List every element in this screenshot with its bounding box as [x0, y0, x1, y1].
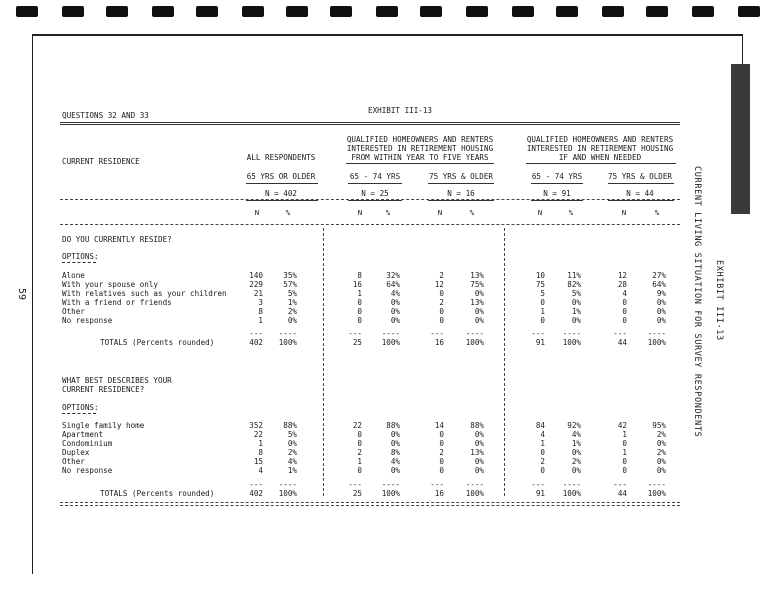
- cell-percent: 13%: [470, 271, 484, 280]
- cell-percent: 1%: [571, 307, 581, 316]
- column-label-n: N: [621, 208, 627, 217]
- cell-count: 0: [622, 307, 627, 316]
- table-row: [0, 421, 777, 430]
- cell-count: 21: [253, 289, 263, 298]
- cell-count: 229: [249, 280, 263, 289]
- cell-count: 1: [357, 289, 362, 298]
- binder-hole: [466, 6, 488, 17]
- binder-hole: [738, 6, 760, 17]
- cell-count: 4: [540, 430, 545, 439]
- binder-hole: [376, 6, 398, 17]
- cell-percent: 95%: [652, 421, 666, 430]
- page-number: 59: [16, 288, 27, 301]
- group-later-title-1: QUALIFIED HOMEOWNERS AND RENTERS: [526, 135, 674, 144]
- side-title: CURRENT LIVING SITUATION FOR SURVEY RESPONDENTS: [692, 166, 702, 438]
- cell-percent: 5%: [571, 289, 581, 298]
- header-rule: [60, 122, 680, 125]
- cell-count: 0: [540, 448, 545, 457]
- cell-count: 0: [439, 307, 444, 316]
- section2-question-line1: WHAT BEST DESCRIBES YOUR: [62, 376, 172, 385]
- cell-count: 1: [540, 307, 545, 316]
- cell-percent: 64%: [386, 280, 400, 289]
- group-all-title: ALL RESPONDENTS: [246, 153, 316, 162]
- cell-percent: 4%: [390, 457, 400, 466]
- cell-percent: 0%: [474, 457, 484, 466]
- binder-hole: [196, 6, 218, 17]
- cell-count: 2: [357, 448, 362, 457]
- cell-percent: 0%: [656, 316, 666, 325]
- total-count: 25: [352, 489, 362, 498]
- cell-count: 0: [622, 457, 627, 466]
- cell-percent: 5%: [287, 289, 297, 298]
- cell-percent: 0%: [390, 307, 400, 316]
- group-near-title-1: QUALIFIED HOMEOWNERS AND RENTERS: [346, 135, 494, 144]
- side-exhibit: EXHIBIT III-13: [714, 260, 724, 341]
- sum-rule: ---: [430, 329, 444, 338]
- cell-percent: 0%: [390, 466, 400, 475]
- cell-count: 0: [439, 316, 444, 325]
- total-count: 44: [617, 338, 627, 347]
- sum-rule: ----: [278, 329, 297, 338]
- table-row: [0, 430, 777, 439]
- cell-percent: 1%: [571, 439, 581, 448]
- group-near-n-a: N = 25: [361, 189, 389, 198]
- cell-count: 22: [253, 430, 263, 439]
- cell-count: 84: [535, 421, 545, 430]
- cell-percent: 0%: [390, 430, 400, 439]
- cell-percent: 32%: [386, 271, 400, 280]
- binder-hole: [242, 6, 264, 17]
- totals-row: [0, 338, 777, 347]
- binder-holes: [0, 6, 777, 20]
- cell-percent: 64%: [652, 280, 666, 289]
- cell-percent: 0%: [287, 439, 297, 448]
- table-row: [0, 457, 777, 466]
- sum-rule: ----: [647, 329, 666, 338]
- row-label: No response: [62, 466, 113, 475]
- cell-count: 8: [357, 271, 362, 280]
- cell-count: 2: [439, 298, 444, 307]
- sum-rule: ---: [430, 480, 444, 489]
- group-later-sub-b: 75 YRS & OLDER: [607, 172, 673, 181]
- group-later-sub-a: 65 - 74 YRS: [531, 172, 583, 181]
- cell-count: 0: [622, 298, 627, 307]
- group-later-n-b: N = 44: [626, 189, 654, 198]
- cell-percent: 0%: [287, 316, 297, 325]
- table-row: [0, 280, 777, 289]
- index-tab: [731, 64, 750, 214]
- cell-count: 14: [434, 421, 444, 430]
- column-label-pct: %: [654, 208, 660, 217]
- row-label: Other: [62, 457, 85, 466]
- total-percent: 100%: [278, 489, 297, 498]
- row-label: Single family home: [62, 421, 145, 430]
- group-near-n-b: N = 16: [447, 189, 475, 198]
- cell-percent: 1%: [287, 466, 297, 475]
- sum-rule: ----: [647, 480, 666, 489]
- row-label: Duplex: [62, 448, 90, 457]
- binder-hole: [692, 6, 714, 17]
- cell-count: 0: [622, 316, 627, 325]
- sum-rule: ---: [249, 480, 263, 489]
- questions-label: QUESTIONS 32 AND 33: [62, 111, 149, 120]
- cell-count: 8: [258, 307, 263, 316]
- cell-percent: 2%: [656, 448, 666, 457]
- underline: [608, 200, 674, 201]
- cell-percent: 0%: [390, 316, 400, 325]
- cell-percent: 8%: [390, 448, 400, 457]
- cell-count: 16: [352, 280, 362, 289]
- cell-count: 8: [258, 448, 263, 457]
- cell-percent: 0%: [571, 448, 581, 457]
- column-label-rule: [60, 224, 680, 225]
- row-label: With your spouse only: [62, 280, 159, 289]
- total-count: 25: [352, 338, 362, 347]
- footer-dash-rule: [60, 502, 680, 503]
- binder-hole: [16, 6, 38, 17]
- underline: [428, 200, 494, 201]
- binder-hole: [330, 6, 352, 17]
- sum-rule: ---: [348, 329, 362, 338]
- cell-percent: 0%: [474, 430, 484, 439]
- total-percent: 100%: [278, 338, 297, 347]
- row-label: No response: [62, 316, 113, 325]
- sum-rule: ----: [278, 480, 297, 489]
- cell-percent: 92%: [567, 421, 581, 430]
- exhibit-title: EXHIBIT III-13: [367, 106, 433, 115]
- cell-percent: 4%: [390, 289, 400, 298]
- cell-count: 0: [622, 439, 627, 448]
- group-near-title-2: INTERESTED IN RETIREMENT HOUSING: [346, 144, 494, 153]
- cell-percent: 0%: [656, 466, 666, 475]
- totals-row: [0, 489, 777, 498]
- cell-count: 0: [357, 466, 362, 475]
- column-label-n: N: [357, 208, 363, 217]
- table-row: [0, 439, 777, 448]
- cell-count: 0: [439, 457, 444, 466]
- section1-options-label: OPTIONS:: [62, 252, 99, 261]
- cell-count: 0: [622, 466, 627, 475]
- cell-count: 4: [622, 289, 627, 298]
- sum-rule: ----: [562, 480, 581, 489]
- column-label-pct: %: [469, 208, 475, 217]
- underline: [348, 183, 402, 184]
- table-row: [0, 316, 777, 325]
- sum-rule: ---: [249, 329, 263, 338]
- cell-percent: 2%: [287, 448, 297, 457]
- cell-count: 0: [357, 439, 362, 448]
- cell-percent: 0%: [656, 298, 666, 307]
- underline: [348, 200, 402, 201]
- cell-count: 5: [540, 289, 545, 298]
- total-count: 16: [434, 338, 444, 347]
- cell-percent: 0%: [571, 316, 581, 325]
- cell-percent: 0%: [474, 316, 484, 325]
- cell-percent: 0%: [474, 307, 484, 316]
- footer-dash-rule-2: [60, 505, 680, 506]
- group-near-title-3: FROM WITHIN YEAR TO FIVE YEARS: [351, 153, 489, 162]
- column-label-n: N: [254, 208, 260, 217]
- cell-count: 0: [439, 430, 444, 439]
- cell-percent: 82%: [567, 280, 581, 289]
- underline: [428, 183, 494, 184]
- sum-rule: ----: [562, 329, 581, 338]
- group-later-title-3: IF AND WHEN NEEDED: [558, 153, 642, 162]
- total-count: 402: [249, 338, 263, 347]
- cell-percent: 5%: [287, 430, 297, 439]
- row-label: Alone: [62, 271, 85, 280]
- table-row: [0, 448, 777, 457]
- underline: [526, 163, 676, 164]
- underline: [531, 200, 583, 201]
- cell-count: 1: [258, 316, 263, 325]
- cell-percent: 88%: [470, 421, 484, 430]
- table-row: [0, 307, 777, 316]
- total-percent: 100%: [465, 338, 484, 347]
- cell-count: 4: [258, 466, 263, 475]
- cell-count: 0: [540, 466, 545, 475]
- total-percent: 100%: [381, 338, 400, 347]
- group-near-sub-a: 65 - 74 YRS: [349, 172, 401, 181]
- cell-count: 0: [540, 298, 545, 307]
- table-row: [0, 298, 777, 307]
- cell-count: 140: [249, 271, 263, 280]
- cell-percent: 2%: [656, 430, 666, 439]
- group-all-subtitle: 65 YRS OR OLDER: [246, 172, 316, 181]
- table-row: [0, 466, 777, 475]
- column-label-pct: %: [385, 208, 391, 217]
- row-label: With relatives such as your children: [62, 289, 227, 298]
- sum-rule: ----: [381, 480, 400, 489]
- cell-count: 15: [253, 457, 263, 466]
- cell-count: 22: [352, 421, 362, 430]
- cell-percent: 0%: [474, 466, 484, 475]
- cell-percent: 88%: [386, 421, 400, 430]
- column-label-pct: %: [285, 208, 291, 217]
- underline: [62, 262, 96, 263]
- sum-rule: ---: [613, 329, 627, 338]
- binder-hole: [420, 6, 442, 17]
- sum-rule: ---: [531, 329, 545, 338]
- cell-count: 12: [434, 280, 444, 289]
- section2-options-label: OPTIONS:: [62, 403, 99, 412]
- underline: [246, 183, 318, 184]
- binder-hole: [646, 6, 668, 17]
- header-dash-rule: [60, 199, 680, 200]
- cell-percent: 13%: [470, 448, 484, 457]
- sum-rule: ----: [381, 329, 400, 338]
- cell-count: 1: [622, 448, 627, 457]
- underline: [346, 163, 494, 164]
- group-all-n: N = 402: [264, 189, 298, 198]
- total-count: 91: [535, 338, 545, 347]
- cell-count: 10: [535, 271, 545, 280]
- cell-percent: 9%: [656, 289, 666, 298]
- cell-count: 0: [439, 289, 444, 298]
- cell-count: 1: [258, 439, 263, 448]
- page-border-right: [742, 34, 743, 64]
- table-row: [0, 288, 777, 301]
- row-label: Apartment: [62, 430, 104, 439]
- total-count: 44: [617, 489, 627, 498]
- binder-hole: [152, 6, 174, 17]
- sum-rule: ---: [348, 480, 362, 489]
- table-row: [0, 271, 777, 280]
- cell-percent: 35%: [283, 271, 297, 280]
- total-percent: 100%: [381, 489, 400, 498]
- cell-count: 28: [617, 280, 627, 289]
- row-header: CURRENT RESIDENCE: [62, 157, 140, 166]
- cell-percent: 2%: [287, 307, 297, 316]
- cell-percent: 4%: [571, 430, 581, 439]
- cell-count: 75: [535, 280, 545, 289]
- group-later-title-2: INTERESTED IN RETIREMENT HOUSING: [526, 144, 674, 153]
- cell-count: 3: [258, 298, 263, 307]
- column-label-n: N: [437, 208, 443, 217]
- binder-hole: [286, 6, 308, 17]
- cell-percent: 11%: [567, 271, 581, 280]
- cell-count: 0: [439, 439, 444, 448]
- cell-count: 12: [617, 271, 627, 280]
- binder-hole: [512, 6, 534, 17]
- cell-percent: 13%: [470, 298, 484, 307]
- cell-count: 352: [249, 421, 263, 430]
- cell-percent: 2%: [571, 457, 581, 466]
- cell-percent: 0%: [474, 289, 484, 298]
- page-border-top: [33, 34, 743, 36]
- cell-count: 0: [439, 466, 444, 475]
- sum-rule: ----: [465, 480, 484, 489]
- group-later-n-a: N = 91: [543, 189, 571, 198]
- row-label: Other: [62, 307, 85, 316]
- binder-hole: [602, 6, 624, 17]
- cell-percent: 0%: [571, 466, 581, 475]
- cell-percent: 0%: [656, 307, 666, 316]
- row-label: Condominium: [62, 439, 113, 448]
- cell-count: 0: [357, 316, 362, 325]
- cell-percent: 27%: [652, 271, 666, 280]
- cell-count: 1: [622, 430, 627, 439]
- cell-count: 2: [439, 271, 444, 280]
- total-count: 402: [249, 489, 263, 498]
- total-percent: 100%: [465, 489, 484, 498]
- total-percent: 100%: [647, 338, 666, 347]
- cell-percent: 4%: [287, 457, 297, 466]
- cell-count: 0: [357, 430, 362, 439]
- sum-rule: ---: [531, 480, 545, 489]
- total-percent: 100%: [562, 338, 581, 347]
- cell-count: 2: [540, 457, 545, 466]
- cell-percent: 0%: [390, 298, 400, 307]
- cell-percent: 0%: [390, 439, 400, 448]
- totals-label: TOTALS (Percents rounded): [100, 338, 215, 347]
- column-label-pct: %: [568, 208, 574, 217]
- total-percent: 100%: [647, 489, 666, 498]
- cell-percent: 0%: [656, 439, 666, 448]
- cell-count: 2: [439, 448, 444, 457]
- cell-count: 1: [357, 457, 362, 466]
- binder-hole: [62, 6, 84, 17]
- binder-hole: [106, 6, 128, 17]
- total-count: 16: [434, 489, 444, 498]
- column-label-n: N: [537, 208, 543, 217]
- section1-question: DO YOU CURRENTLY RESIDE?: [62, 235, 172, 244]
- cell-count: 1: [540, 439, 545, 448]
- underline: [246, 200, 318, 201]
- underline: [62, 413, 96, 414]
- cell-percent: 0%: [474, 439, 484, 448]
- cell-count: 42: [617, 421, 627, 430]
- cell-count: 0: [540, 316, 545, 325]
- row-label: With a friend or friends: [62, 298, 172, 307]
- section2-question-line2: CURRENT RESIDENCE?: [62, 385, 145, 394]
- cell-percent: 88%: [283, 421, 297, 430]
- cell-percent: 75%: [470, 280, 484, 289]
- cell-percent: 57%: [283, 280, 297, 289]
- cell-percent: 1%: [287, 298, 297, 307]
- cell-count: 0: [357, 307, 362, 316]
- sum-rule: ----: [465, 329, 484, 338]
- cell-percent: 0%: [571, 298, 581, 307]
- sum-rule: ---: [613, 480, 627, 489]
- totals-label: TOTALS (Percents rounded): [100, 489, 215, 498]
- cell-count: 0: [357, 298, 362, 307]
- binder-hole: [556, 6, 578, 17]
- total-count: 91: [535, 489, 545, 498]
- cell-percent: 0%: [656, 457, 666, 466]
- total-percent: 100%: [562, 489, 581, 498]
- underline: [608, 183, 674, 184]
- underline: [531, 183, 583, 184]
- group-near-sub-b: 75 YRS & OLDER: [428, 172, 494, 181]
